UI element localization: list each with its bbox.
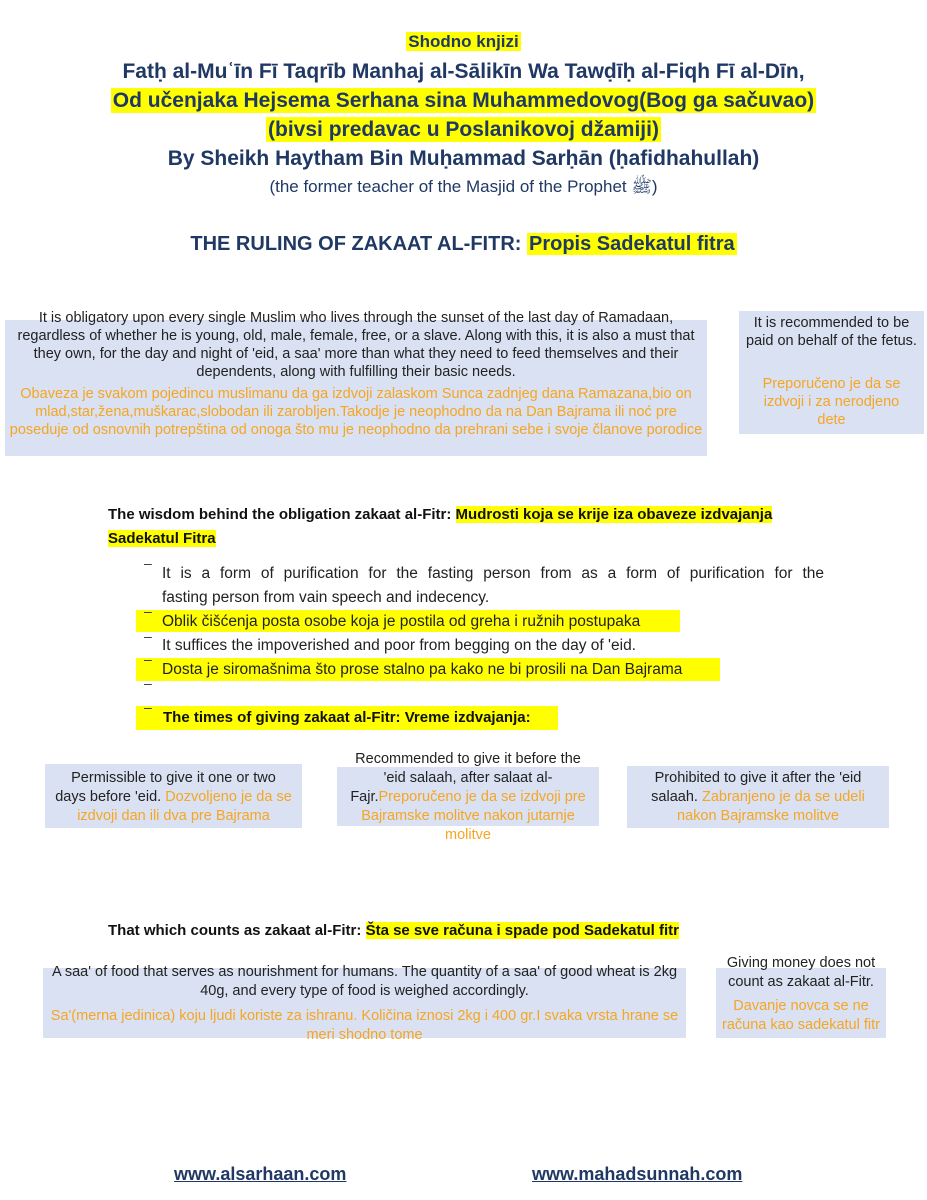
ruling-title xyxy=(0,231,927,257)
wisdom-item-2: Oblik čišćenja posta osobe koja je postila od greha i ružnih postupaka xyxy=(162,613,641,630)
wisdom-item-3: It suffices the impoverished and poor from begging on the day of 'eid. xyxy=(162,637,636,654)
wisdom-title-bs-1: Mudrosti koja se krije iza obaveze izdvajanja xyxy=(455,506,773,523)
prohibited-en-2: salaah. xyxy=(651,789,698,805)
prohibited-text xyxy=(627,769,889,826)
permissible-en-2: days before 'eid. xyxy=(55,789,162,805)
money-en: Giving money does not count as zakaat al-Fitr. xyxy=(726,955,876,990)
prohibited-box xyxy=(627,766,889,828)
bullet-mark: – xyxy=(144,699,152,715)
obligation-bs: Obaveza je svakom pojedincu muslimanu da ga izdvoji zalaskom Sunca zadnjeg dana Ramazana,bio on mlad,star,žena,muškarac,slobodan ili zarobljen.Takodje je neophodno da na Dan Bajrama ili noć pre poseduje od osnovnih potrepština od onoga što mu je neophodno da prehrani sebe i svoje članove porodice xyxy=(9,386,703,438)
money-bs: Davanje novca se ne računa kao sadekatul fitr xyxy=(722,998,880,1033)
wisdom-item-4: Dosta je siromašnima što prose stalno pa kako ne bi prosili na Dan Bajrama xyxy=(162,661,683,678)
recommended-bs-3: molitve xyxy=(445,827,491,843)
wisdom-title xyxy=(108,503,848,551)
scholar-bosnian-wrap xyxy=(0,88,927,114)
bullet-mark: – xyxy=(144,555,152,571)
wisdom-item-1-line-2: fasting person from vain speech and indecency. xyxy=(162,589,490,606)
bullet-mark: – xyxy=(144,628,152,644)
footer-link-mahadsunnah[interactable]: www.mahadsunnah.com xyxy=(532,1164,743,1184)
wisdom-title-en: The wisdom behind the obligation zakaat al-Fitr: xyxy=(108,506,452,523)
permissible-bs-2: izdvoji dan ili dva pre Bajrama xyxy=(77,808,270,824)
obligation-box xyxy=(5,311,707,456)
recommended-bs-2: Bajramske molitve nakon jutarnje xyxy=(361,808,575,824)
recommended-en-3: Fajr. xyxy=(350,789,379,805)
teacher-bosnian: (bivsi predavac u Poslanikovoj džamiji) xyxy=(268,118,659,141)
header xyxy=(0,0,927,200)
food-bs: Sa'(merna jedinica) koju ljudi koriste za ishranu. Količina iznosi 2kg i 400 gr.I svaka vrsta hrane se meri shodno tome xyxy=(50,1008,679,1043)
counts-title-en: That which counts as zakaat al-Fitr: xyxy=(108,922,362,939)
counts-title-bs: Šta se sve računa i spade pod Sadekatul fitr xyxy=(365,922,680,939)
according-label-wrap xyxy=(0,31,927,52)
prohibited-bs-1: Zabranjeno je da se udeli xyxy=(701,789,865,805)
bullet-mark: – xyxy=(144,603,152,619)
author-line: By Sheikh Haytham Bin Muḥammad Sarḥān (ḥafidhahullah) xyxy=(167,147,760,170)
prohibited-en-1: Prohibited to give it after the 'eid xyxy=(654,770,862,786)
recommended-text xyxy=(332,750,604,845)
wisdom-item-1-line-1: It is a form of purification for the fasting person from as a form of purification for the xyxy=(162,565,824,582)
permissible-box xyxy=(45,764,302,828)
bullet-mark: – xyxy=(144,651,152,667)
prohibited-bs-2: nakon Bajramske molitve xyxy=(677,808,839,824)
fetus-en: It is recommended to be paid on behalf of the fetus. xyxy=(746,315,917,349)
ruling-title-en: THE RULING OF ZAKAAT AL-FITR: xyxy=(190,233,522,255)
permissible-en-1: Permissible to give it one or two xyxy=(71,770,276,786)
according-label: Shodno knjizi xyxy=(408,32,519,51)
recommended-en-1: Recommended to give it before the xyxy=(355,751,581,767)
food-en: A saa' of food that serves as nourishment for humans. The quantity of a saa' of good wheat is 2kg 40g, and every type of food is weighed accordingly. xyxy=(51,964,678,999)
teacher-bosnian-wrap xyxy=(0,117,927,143)
ruling-title-bs: Propis Sadekatul fitra xyxy=(529,233,735,255)
scholar-bosnian: Od učenjaka Hejsema Serhana sina Muhammedovog(Bog ga sačuvao) xyxy=(112,89,815,112)
recommended-en-2: 'eid salaah, after salaat al- xyxy=(383,770,553,786)
counts-title xyxy=(108,920,679,942)
obligation-en: It is obligatory upon every single Muslim who lives through the sunset of the last day of Ramadaan, regardless of whether he is young, old, male, female, free, or a slave. Along with this, it is also a must that they own, for the day and night of 'eid, a saa' more than what they need to feed themselves and their dependents, along with fulfilling their basic needs. xyxy=(17,310,695,380)
wisdom-title-bs-2: Sadekatul Fitra xyxy=(108,530,216,547)
fetus-bs: Preporučeno je da se izdvoji i za nerodjeno dete xyxy=(762,376,901,428)
fetus-box xyxy=(739,311,924,434)
recommended-bs-1: Preporučeno je da se izdvoji pre xyxy=(378,789,586,805)
footer-link-alsarhaan[interactable]: www.alsarhaan.com xyxy=(174,1164,347,1184)
times-title: The times of giving zakaat al-Fitr: Vreme izdvajanja: xyxy=(163,709,531,726)
book-title: Fatḥ al-Muʿīn Fī Taqrīb Manhaj al-Sālikīn Wa Tawḍīḥ al-Fiqh Fī al-Dīn, xyxy=(122,60,805,83)
teacher-line: (the former teacher of the Masjid of the Prophet ﷺ) xyxy=(269,177,658,196)
bullet-mark: – xyxy=(144,675,152,691)
permissible-bs-1: Dozvoljeno je da se xyxy=(165,789,292,805)
permissible-text xyxy=(45,769,302,826)
